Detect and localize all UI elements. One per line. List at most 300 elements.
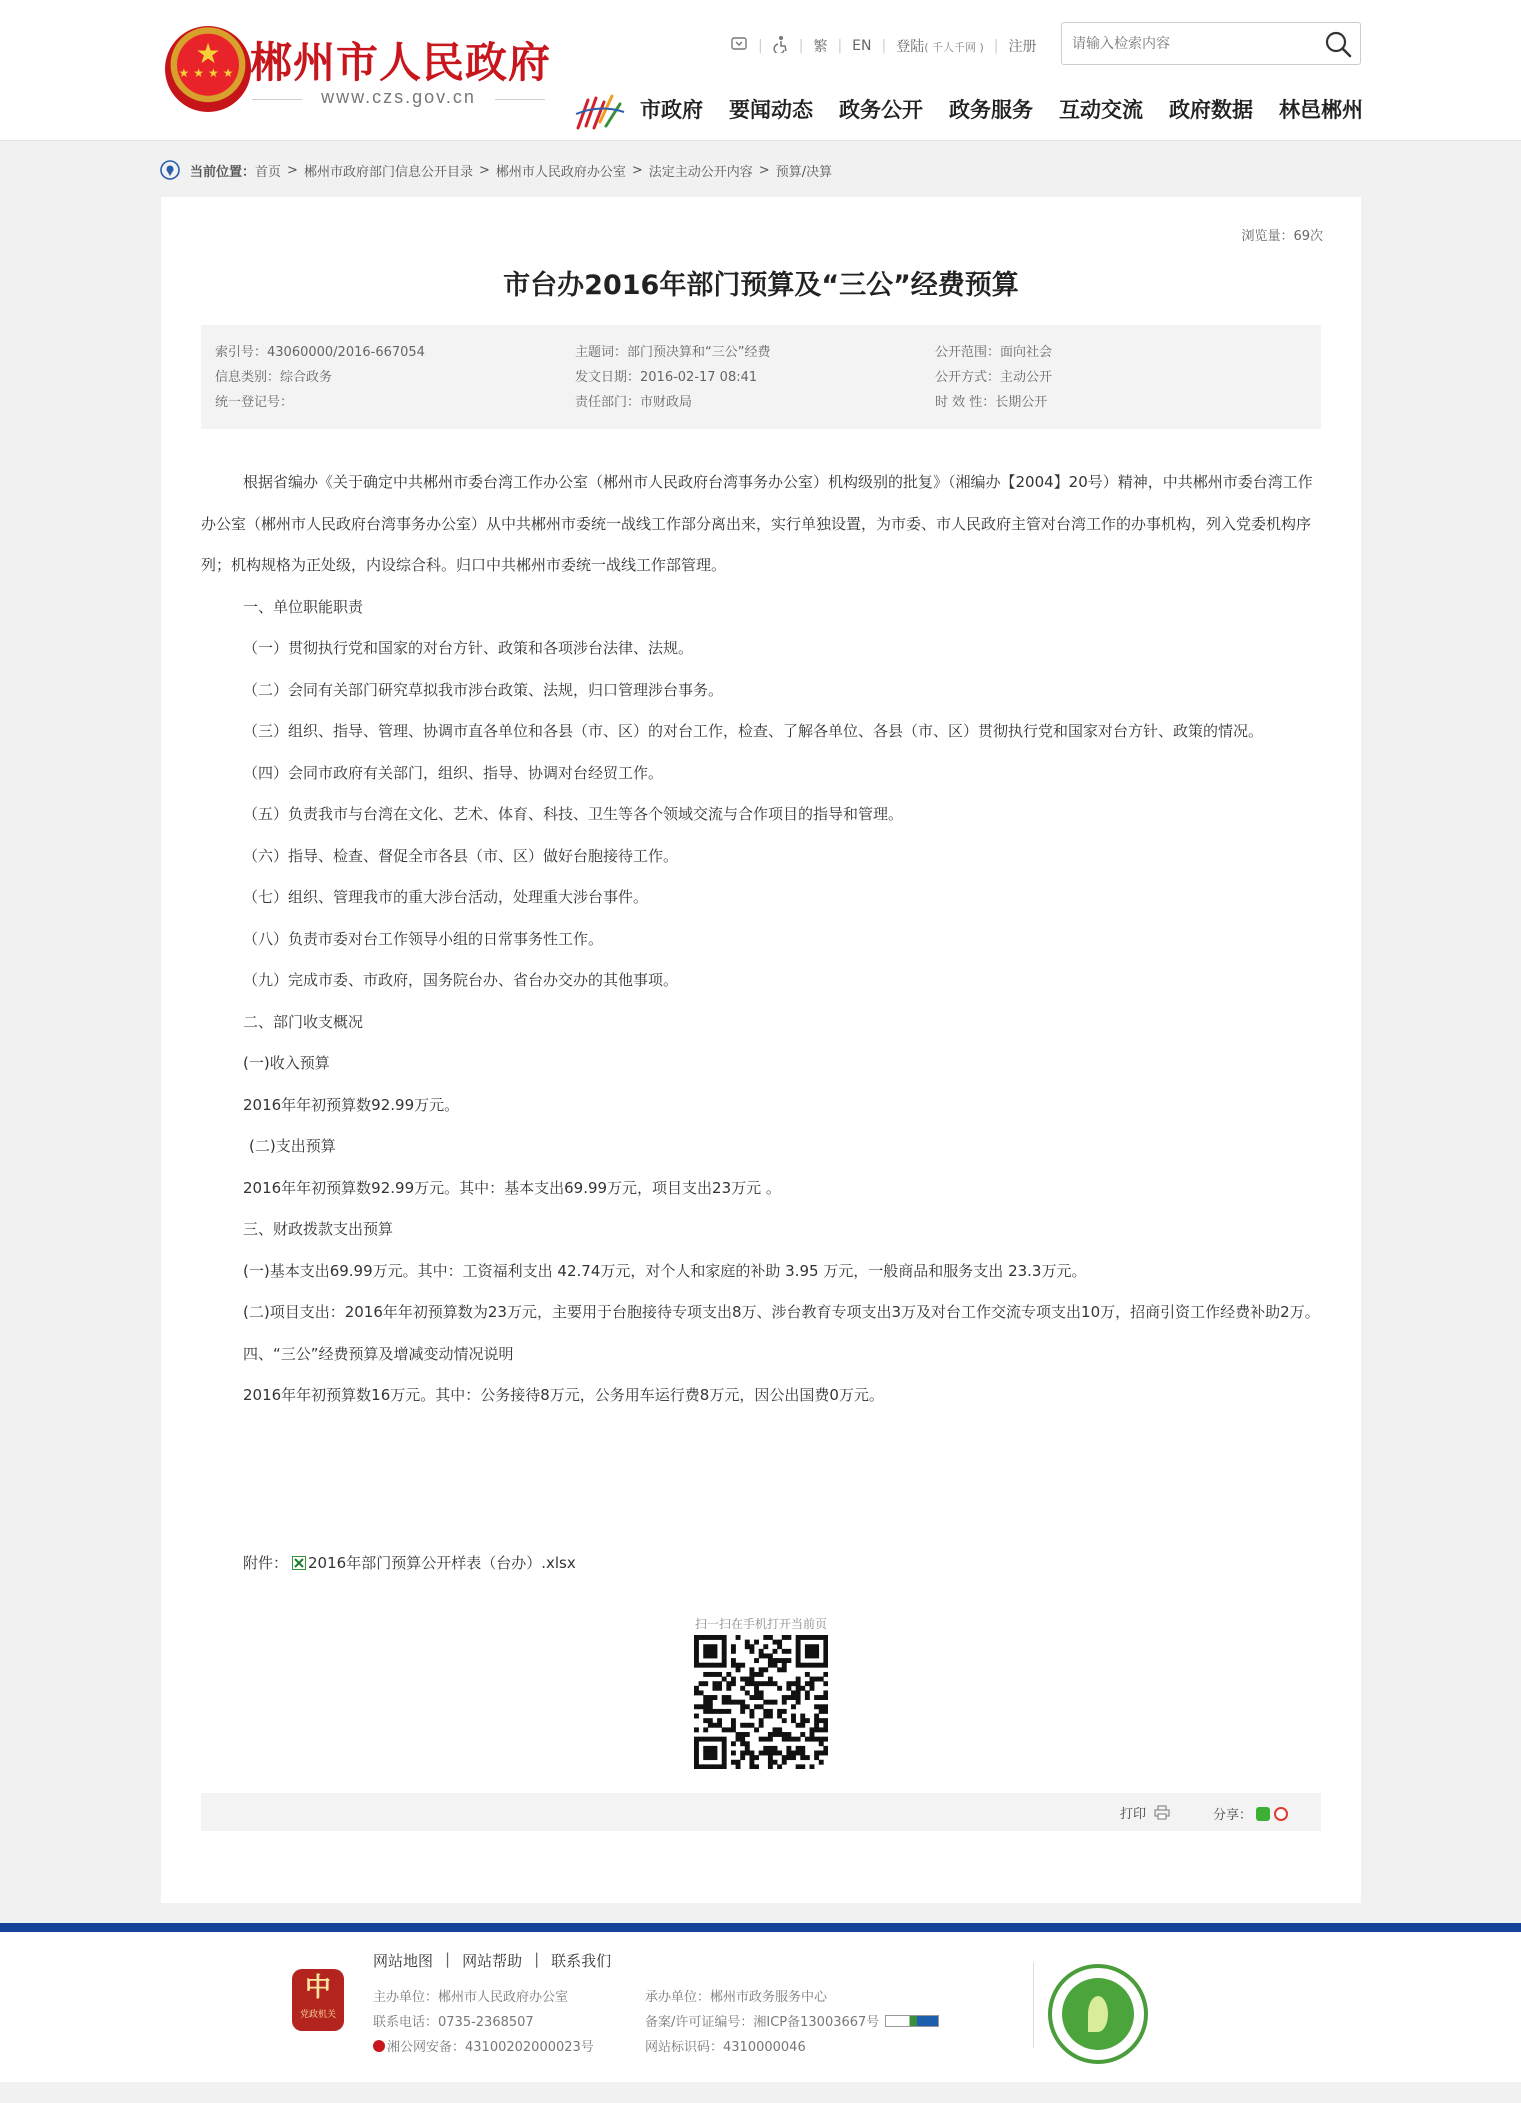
qr-module: [722, 1635, 727, 1640]
body-paragraph: （三）组织、指导、管理、协调市直各单位和各县（市、区）的对台工作，检查、了解各单位、各县（市、区）贯彻执行党和国家对台方针、政策的情况。: [243, 722, 1264, 740]
qr-module: [814, 1718, 819, 1723]
qr-module: [800, 1686, 805, 1691]
share-group: [1213, 1804, 1288, 1823]
body-paragraph: （九）完成市委、市政府，国务院台办、省台办交办的其他事项。: [243, 971, 679, 989]
qr-module: [819, 1718, 824, 1723]
footer-host: 主办单位：郴州市人民政府办公室: [373, 1990, 569, 2005]
qr-module: [773, 1649, 778, 1654]
qr-module: [823, 1649, 828, 1654]
qr-module: [782, 1658, 787, 1663]
attachment-link[interactable]: 2016年部门预算公开样表（台办）.xlsx: [308, 1554, 576, 1572]
qr-module: [782, 1663, 787, 1668]
qr-module: [694, 1653, 699, 1658]
nav-item-disclosure[interactable]: 政务公开: [839, 98, 923, 122]
mobile-icon[interactable]: [720, 36, 758, 56]
search-input[interactable]: [1072, 23, 1312, 64]
qr-module: [708, 1695, 713, 1700]
nav-item-data[interactable]: 政府数据: [1169, 98, 1253, 122]
qr-module: [745, 1746, 750, 1751]
english-link[interactable]: EN: [852, 38, 872, 54]
qr-module: [694, 1751, 699, 1756]
qr-module: [796, 1751, 801, 1756]
qr-module: [782, 1760, 787, 1765]
qr-module: [708, 1644, 713, 1649]
site-title[interactable]: 郴州市人民政府: [250, 38, 552, 87]
qr-module: [823, 1746, 828, 1751]
qr-module: [703, 1764, 708, 1769]
national-emblem-icon: ★ ★★★★: [165, 26, 251, 112]
qr-module: [814, 1751, 819, 1756]
qr-module: [703, 1663, 708, 1668]
qr-module: [786, 1658, 791, 1663]
footer-phone: 联系电话：0735-2368507: [373, 2015, 534, 2030]
nav-item-services[interactable]: 政务服务: [949, 98, 1033, 122]
qr-module: [754, 1755, 759, 1760]
body-paragraph: （五）负责我市与台湾在文化、艺术、体育、科技、卫生等各个领域交流与合作项目的指导和管理。: [243, 805, 904, 823]
qr-module: [759, 1751, 764, 1756]
body-paragraph: 2016年年初预算数92.99万元。其中：基本支出69.99万元，项目支出23万元 。: [243, 1178, 781, 1197]
qr-module: [708, 1723, 713, 1728]
qr-module: [717, 1672, 722, 1677]
breadcrumb-budget[interactable]: 预算/决算: [775, 164, 833, 180]
main-nav: [640, 94, 1363, 124]
qr-module: [800, 1663, 805, 1668]
qr-module: [712, 1746, 717, 1751]
qr-module: [745, 1690, 750, 1695]
qr-module: [703, 1727, 708, 1732]
footer-link-sitemap[interactable]: 网站地图: [373, 1952, 434, 1970]
qr-module: [712, 1709, 717, 1714]
qr-module: [745, 1644, 750, 1649]
qr-module: [722, 1737, 727, 1742]
qr-module: [805, 1653, 810, 1658]
site-url: www.czs.gov.cn: [321, 87, 476, 107]
attachment-label: 附件：: [243, 1554, 289, 1572]
nav-item-linyi[interactable]: 林邑郴州: [1279, 98, 1363, 122]
qr-module: [819, 1737, 824, 1742]
civilization-logo-icon[interactable]: [1048, 1964, 1148, 2064]
qr-module: [763, 1667, 768, 1672]
qr-module: [708, 1755, 713, 1760]
qr-module: [712, 1663, 717, 1668]
subsection-heading: (二)支出预算: [249, 1137, 336, 1155]
nav-logo-icon: [574, 92, 626, 132]
qr-module: [745, 1640, 750, 1645]
qr-module: [754, 1640, 759, 1645]
qr-module: [805, 1718, 810, 1723]
qr-module: [722, 1709, 727, 1714]
qr-module: [800, 1764, 805, 1769]
site-footer: [0, 1932, 1521, 2082]
qr-module: [740, 1737, 745, 1742]
section-heading: 一、单位职能职责: [243, 597, 364, 616]
qr-module: [708, 1751, 713, 1756]
qr-module: [722, 1746, 727, 1751]
qr-module: [708, 1663, 713, 1668]
qr-module: [773, 1746, 778, 1751]
qr-module: [800, 1755, 805, 1760]
traditional-chinese-link[interactable]: 繁: [813, 39, 828, 55]
qr-module: [722, 1695, 727, 1700]
qr-module: [694, 1690, 699, 1695]
qr-module: [810, 1764, 815, 1769]
qr-module: [708, 1704, 713, 1709]
qr-module: [703, 1718, 708, 1723]
qr-module: [805, 1635, 810, 1640]
qr-module: [814, 1649, 819, 1654]
qr-module: [759, 1653, 764, 1658]
qr-module: [796, 1737, 801, 1742]
qr-module: [759, 1695, 764, 1700]
qr-module: [819, 1663, 824, 1668]
qr-module: [749, 1714, 754, 1719]
qr-module: [773, 1732, 778, 1737]
excel-file-icon: [292, 1556, 306, 1570]
qr-module: [768, 1663, 773, 1668]
qr-module: [814, 1714, 819, 1719]
breadcrumb-home[interactable]: 首页: [255, 164, 282, 180]
qr-module: [759, 1681, 764, 1686]
qr-module: [722, 1649, 727, 1654]
qr-module: [699, 1737, 704, 1742]
qr-module: [749, 1667, 754, 1672]
qr-module: [694, 1704, 699, 1709]
body-paragraph: 根据省编办《关于确定中共郴州市委台湾工作办公室（郴州市人民政府台湾事务办公室）机构级别的批复》（湘编办【2004】20号）精神，中共郴州市委台湾工作办公室（郴州市人民政府台湾事务办公室）从中共郴州市委统一战线工作部分离出来，实行单独设置，为市委、市人民政府主管对台湾工作的办事机构，列入党委机构序列；机构规格为正处级，内设综合科。归口中共郴州市委统一战线工作部管理。: [201, 473, 1313, 574]
qr-module: [722, 1677, 727, 1682]
qr-module: [791, 1737, 796, 1742]
qr-module: [712, 1737, 717, 1742]
qr-module: [782, 1649, 787, 1654]
qr-module: [796, 1746, 801, 1751]
qr-module: [823, 1695, 828, 1700]
search-icon[interactable]: [1324, 30, 1352, 58]
qr-module: [708, 1649, 713, 1654]
qr-module: [791, 1718, 796, 1723]
qr-module: [786, 1695, 791, 1700]
qr-module: [777, 1686, 782, 1691]
qr-module: [773, 1681, 778, 1686]
body-paragraph: 2016年年初预算数16万元。其中：公务接待8万元，公务用车运行费8万元，因公出国费0万元。: [243, 1386, 884, 1404]
security-text: 湘公网安备：43100202000023号: [387, 2040, 594, 2055]
footer-link-help[interactable]: 网站帮助: [462, 1952, 523, 1970]
body-paragraph: (一)基本支出69.99万元。其中：工资福利支出 42.74万元，对个人和家庭的补助 3.95 万元，一般商品和服务支出 23.3万元。: [243, 1261, 1087, 1280]
qr-module: [791, 1704, 796, 1709]
qr-module: [814, 1723, 819, 1728]
qr-module: [722, 1727, 727, 1732]
accessibility-icon[interactable]: [763, 35, 799, 57]
qr-module: [786, 1751, 791, 1756]
qr-module: [800, 1732, 805, 1737]
qr-module: [740, 1686, 745, 1691]
qr-module: [796, 1644, 801, 1649]
qr-module: [823, 1672, 828, 1677]
printer-icon: [1154, 1805, 1170, 1820]
qr-module: [814, 1644, 819, 1649]
qr-module: [759, 1737, 764, 1742]
qr-module: [796, 1677, 801, 1682]
qr-module: [722, 1663, 727, 1668]
qr-module: [796, 1700, 801, 1705]
meta-validity: 时 效 性：长期公开: [935, 395, 1048, 410]
qr-module: [712, 1644, 717, 1649]
qr-module: [745, 1704, 750, 1709]
qr-module: [800, 1714, 805, 1719]
qr-module: [745, 1751, 750, 1756]
qr-module: [736, 1700, 741, 1705]
qr-module: [814, 1737, 819, 1742]
qr-module: [749, 1760, 754, 1765]
qr-module: [694, 1764, 699, 1769]
qr-module: [810, 1737, 815, 1742]
qr-module: [703, 1635, 708, 1640]
qr-module: [819, 1727, 824, 1732]
article-card: [161, 197, 1361, 1903]
login-label: 登陆: [896, 39, 925, 55]
qr-module: [717, 1764, 722, 1769]
qr-module: [777, 1764, 782, 1769]
nav-item-interaction[interactable]: 互动交流: [1059, 98, 1143, 122]
nav-item-news[interactable]: 要闻动态: [729, 98, 813, 122]
qr-module: [814, 1663, 819, 1668]
qr-module: [786, 1686, 791, 1691]
qr-module: [749, 1677, 754, 1682]
qr-module: [810, 1663, 815, 1668]
body-paragraph: (二)项目支出：2016年年初预算数为23万元，主要用于台胞接待专项支出8万、涉台教育专项支出3万及对台工作交流专项支出10万，招商引资工作经费补助2万。: [243, 1303, 1320, 1321]
qr-module: [773, 1640, 778, 1645]
qr-module: [800, 1635, 805, 1640]
qr-module: [810, 1635, 815, 1640]
qr-module: [823, 1709, 828, 1714]
breadcrumb-directory[interactable]: 郴州市政府部门信息公开目录: [303, 164, 473, 180]
qr-module: [810, 1653, 815, 1658]
qr-module: [759, 1723, 764, 1728]
qr-module: [796, 1658, 801, 1663]
qr-module: [694, 1727, 699, 1732]
qr-module: [777, 1709, 782, 1714]
weibo-icon[interactable]: [1274, 1807, 1288, 1821]
qr-module: [800, 1751, 805, 1756]
qr-module: [726, 1700, 731, 1705]
qr-module: [823, 1690, 828, 1695]
qr-module: [722, 1700, 727, 1705]
top-links: | | 繁 | EN | 登陆( 千人千网 ) | 注册: [720, 34, 1047, 58]
qr-module: [740, 1723, 745, 1728]
qr-module: [712, 1764, 717, 1769]
qr-module: [699, 1635, 704, 1640]
meta-scope: 公开范围：面向社会: [935, 345, 1053, 360]
qr-module: [768, 1714, 773, 1719]
qr-module: [736, 1667, 741, 1672]
qr-module: [777, 1667, 782, 1672]
qr-module: [731, 1760, 736, 1765]
qr-module: [800, 1718, 805, 1723]
qr-module: [782, 1700, 787, 1705]
qr-module: [823, 1704, 828, 1709]
qr-module: [726, 1695, 731, 1700]
meta-category: 信息类别：综合政务: [215, 370, 333, 385]
qr-module: [731, 1658, 736, 1663]
qr-module: [759, 1718, 764, 1723]
search-box: [1061, 22, 1361, 65]
qr-module: [796, 1723, 801, 1728]
qr-module: [731, 1649, 736, 1654]
footer-links: 网站地图 | 网站帮助 | 联系我们: [373, 1950, 612, 1970]
qr-module: [722, 1640, 727, 1645]
wechat-icon[interactable]: [1256, 1807, 1270, 1821]
qr-module: [740, 1700, 745, 1705]
qr-module: [805, 1690, 810, 1695]
meta-index-no: 索引号：43060000/2016-667054: [215, 345, 425, 360]
login-link[interactable]: [886, 36, 994, 56]
qr-module: [694, 1741, 699, 1746]
qr-module: [773, 1727, 778, 1732]
party-gov-badge[interactable]: 中 党政机关: [292, 1969, 344, 2031]
qr-module: [782, 1695, 787, 1700]
qr-module: [810, 1649, 815, 1654]
qr-module: [768, 1658, 773, 1663]
qr-module: [717, 1686, 722, 1691]
breadcrumb-label: 当前位置：: [190, 164, 256, 180]
body-paragraph: （七）组织、管理我市的重大涉台活动，处理重大涉台事件。: [243, 888, 649, 906]
qr-module: [819, 1751, 824, 1756]
qr-module: [745, 1677, 750, 1682]
qr-module: [823, 1640, 828, 1645]
qr-module: [819, 1741, 824, 1746]
qr-module: [722, 1653, 727, 1658]
qr-module: [791, 1714, 796, 1719]
meta-topic: 主题词：部门预决算和“三公”经费: [575, 345, 771, 360]
qr-module: [814, 1677, 819, 1682]
footer-accent-bar: [0, 1923, 1521, 1932]
qr-module: [763, 1714, 768, 1719]
qr-module: [717, 1635, 722, 1640]
qr-module: [731, 1718, 736, 1723]
police-badge-icon: [373, 2040, 385, 2052]
qr-module: [823, 1635, 828, 1640]
print-button[interactable]: [1120, 1803, 1170, 1822]
qr-module: [699, 1704, 704, 1709]
footer-icp[interactable]: [645, 2011, 939, 2030]
qr-module: [805, 1737, 810, 1742]
qr-module: [740, 1751, 745, 1756]
qr-module: [749, 1644, 754, 1649]
qr-module: [814, 1653, 819, 1658]
qr-module: [726, 1672, 731, 1677]
qr-module: [731, 1681, 736, 1686]
qr-module: [823, 1727, 828, 1732]
meta-date: 发文日期：2016-02-17 08:41: [575, 370, 758, 385]
qr-module: [805, 1681, 810, 1686]
register-link[interactable]: 注册: [1008, 39, 1037, 55]
qr-module: [731, 1727, 736, 1732]
qr-module: [782, 1718, 787, 1723]
qr-module: [763, 1681, 768, 1686]
qr-module: [703, 1653, 708, 1658]
qr-module: [699, 1764, 704, 1769]
qr-module: [782, 1635, 787, 1640]
qr-module: [699, 1663, 704, 1668]
qr-module: [717, 1681, 722, 1686]
qr-module: [763, 1737, 768, 1742]
qr-module: [791, 1695, 796, 1700]
qr-module: [823, 1644, 828, 1649]
qr-module: [717, 1718, 722, 1723]
qr-module: [722, 1755, 727, 1760]
share-label: 分享：: [1213, 1808, 1253, 1823]
qr-module: [773, 1760, 778, 1765]
qr-module: [796, 1695, 801, 1700]
qr-module: [740, 1704, 745, 1709]
qr-module: [800, 1723, 805, 1728]
qr-module: [749, 1764, 754, 1769]
article-body: [201, 462, 1321, 1417]
qr-module: [819, 1677, 824, 1682]
qr-module: [749, 1649, 754, 1654]
footer-security[interactable]: [373, 2036, 594, 2055]
breadcrumb-statutory[interactable]: 法定主动公开内容: [648, 164, 753, 180]
qr-module: [694, 1644, 699, 1649]
qr-module: [814, 1755, 819, 1760]
qr-module: [786, 1681, 791, 1686]
qr-module: [819, 1695, 824, 1700]
login-sublabel: ( 千人千网 ): [924, 41, 984, 54]
qr-module: [777, 1644, 782, 1649]
qr-module: [749, 1695, 754, 1700]
qr-module: [754, 1681, 759, 1686]
meta-reg-no: 统一登记号：: [215, 395, 294, 410]
qr-module: [786, 1755, 791, 1760]
qr-module: [726, 1727, 731, 1732]
qr-module: [754, 1704, 759, 1709]
qr-module: [768, 1709, 773, 1714]
qr-module: [823, 1658, 828, 1663]
qr-module: [712, 1672, 717, 1677]
qr-module: [703, 1704, 708, 1709]
qr-module: [796, 1663, 801, 1668]
qr-module: [749, 1723, 754, 1728]
qr-module: [731, 1644, 736, 1649]
qr-module: [763, 1746, 768, 1751]
qr-module: [791, 1751, 796, 1756]
qr-module: [805, 1672, 810, 1677]
qr-module: [722, 1658, 727, 1663]
qr-module: [823, 1653, 828, 1658]
qr-module: [717, 1723, 722, 1728]
qr-module: [805, 1695, 810, 1700]
qr-module: [712, 1681, 717, 1686]
qr-module: [694, 1658, 699, 1663]
qr-module: [722, 1751, 727, 1756]
qr-module: [786, 1732, 791, 1737]
qr-module: [786, 1746, 791, 1751]
nav-item-government[interactable]: 市政府: [640, 98, 703, 122]
qr-module: [823, 1723, 828, 1728]
location-pin-icon: [160, 160, 180, 180]
qr-module: [731, 1677, 736, 1682]
qr-module: [703, 1649, 708, 1654]
body-paragraph: （四）会同市政府有关部门，组织、指导、协调对台经贸工作。: [243, 763, 664, 782]
qr-module: [763, 1644, 768, 1649]
breadcrumb-office[interactable]: 郴州市人民政府办公室: [495, 164, 626, 180]
qr-module: [712, 1686, 717, 1691]
qr-module: [796, 1690, 801, 1695]
qr-module: [726, 1709, 731, 1714]
qr-module: [759, 1649, 764, 1654]
qr-module: [703, 1644, 708, 1649]
footer-link-contact[interactable]: 联系我们: [551, 1952, 612, 1970]
qr-module: [819, 1635, 824, 1640]
qr-module: [786, 1635, 791, 1640]
